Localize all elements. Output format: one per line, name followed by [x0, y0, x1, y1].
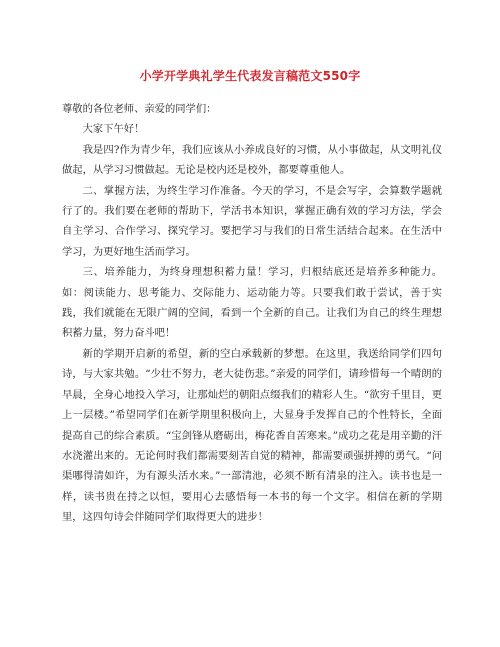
- habits-paragraph: 我是四?作为青少年，我们应该从小养成良好的习惯，从小事做起，从文明礼仪做起，从学习习惯做起。无论是校内还是校外，都要尊重他人。: [62, 143, 442, 177]
- document-body: [62, 99, 442, 528]
- greeting-paragraph: 大家下午好！: [82, 123, 145, 136]
- document-title: 小学开学典礼学生代表发言稿范文550字: [139, 69, 361, 83]
- salutation-paragraph: 尊敬的各位老师、亲爱的同学们：: [62, 103, 217, 115]
- methods-paragraph: 二、掌握方法，为终生学习作准备。今天的学习，不是会写字，会算数学题就行了的。我们要在老师的帮助下，学活书本知识，掌握正确有效的学习方法，学会自主学习、合作学习、探究学习。要把学习与我们的日常生活结合起来。在生活中学习，为更好地生活而学习。: [62, 184, 442, 258]
- closing-paragraph: 新的学期开启新的希望，新的空白承载新的梦想。在这里，我送给同学们四句诗，与大家共勉。“少壮不努力，老大徒伤悲。”亲爱的同学们，请珍惜每一个晴朗的早晨，全身心地投入学习，让那灿烂的朝阳点缀我们的精彩人生。“欲穷千里目，更上一层楼。”希望同学们在新学期里积极向上，大显身手发挥自己的个性特长，全面提高自己的综合素质。“宝剑锋从磨砺出，梅花香自苦寒来。”成功之花是用辛勤的汗水浇灌出来的。无论何时我们都需要刻苦自觉的精神，都需要顽强拼搏的勇气。“问渠哪得清如许，为有源头活水来。”一部清池，必须不断有清泉的注入。读书也是一样，读书贵在持之以恒，要用心去感悟每一本书的每一个文字。相信在新的学期里，这四句诗会伴随同学们取得更大的进步！: [62, 347, 442, 524]
- abilities-paragraph: 三、培养能力，为终身理想积蓄力量！学习，归根结底还是培养多种能力。如：阅读能力、思考能力、交际能力、运动能力等。只要我们敢于尝试，善于实践，我们就能在无限广阔的空间，看到一个全新的自己。让我们为自己的终生理想积蓄力量，努力奋斗吧！: [62, 266, 442, 340]
